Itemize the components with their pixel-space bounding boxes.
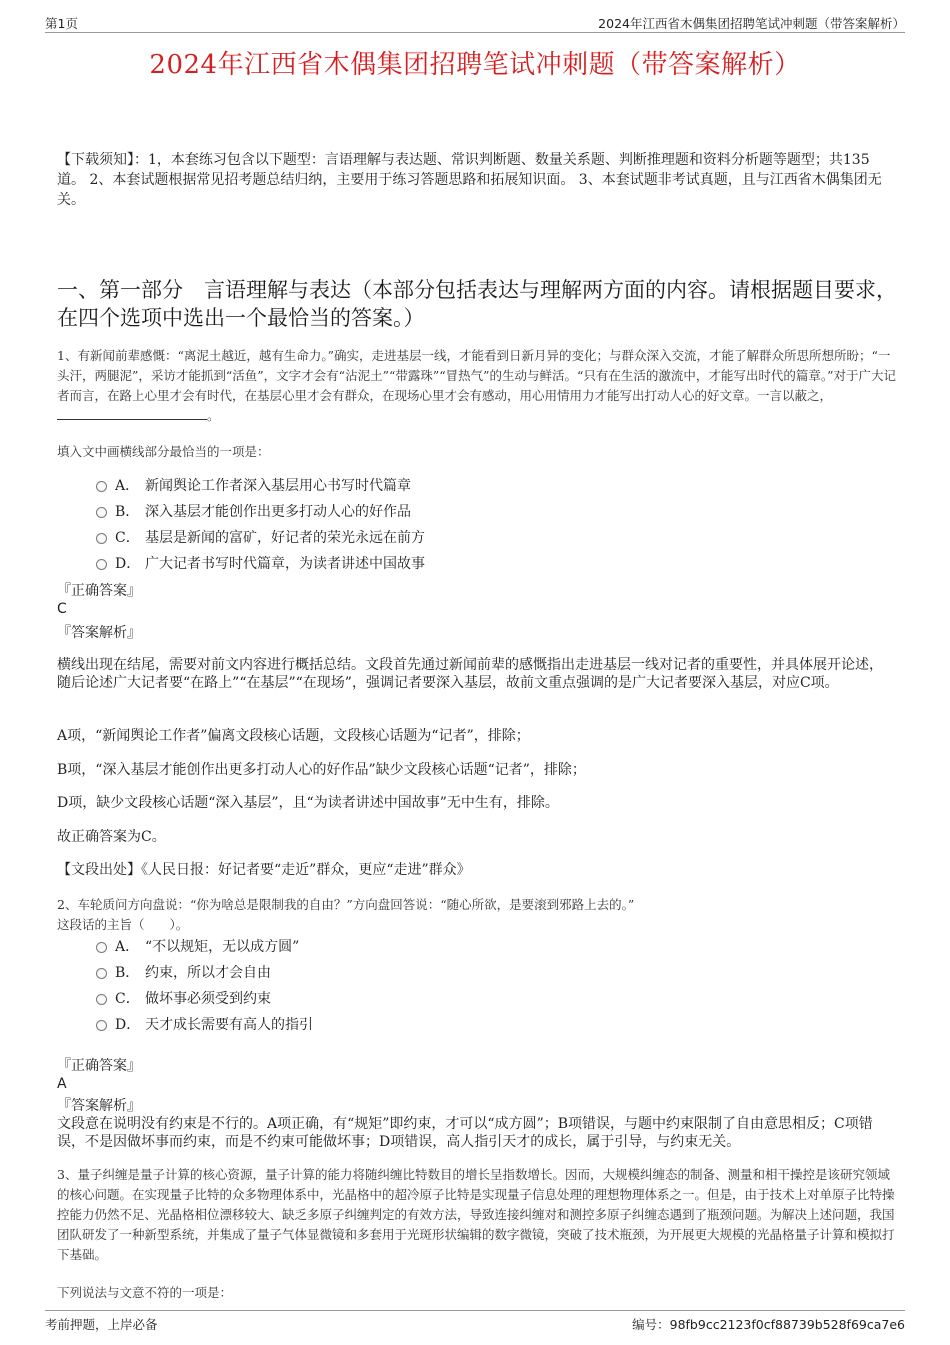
footer-slogan: 考前押题，上岸必备 xyxy=(45,1317,158,1332)
option-b[interactable]: B． 约束，所以才会自由 xyxy=(96,963,271,983)
correct-answer-label: 『正确答案』 xyxy=(57,1058,141,1074)
fill-blank xyxy=(57,407,207,420)
option-c[interactable]: C． 做坏事必须受到约束 xyxy=(96,989,271,1009)
analysis-option-b: B项，“深入基层才能创作出更多打动人心的好作品”缺少文段核心话题“记者”，排除； xyxy=(57,762,586,778)
correct-answer: C xyxy=(57,601,67,617)
question-3-text: 3、量子纠缠是量子计算的核心资源，量子计算的能力将随纠缠比特数目的增长呈指数增长。因而，大规模纠缠态的制备、测量和相干操控是该研究领域的核心问题。在实现量子比特的众多物理体系中，光晶格中的超冷原子比特是实现量子信息处理的理想物理体系之一。但是，由于技术上对单原子比特操控能力仍然不足、光晶格相位漂移较大、缺乏多原子纠缠判定的有效方法，导致连接纠缠对和测控多原子纠缠态遇到了瓶颈问题。为解决上述问题，我国团队研发了一种新型系统，并集成了量子气体显微镜和多套用于光斑形状编辑的数字微镜，突破了技术瓶颈，为开展更大规模的光晶格量子计算和模拟打下基础。 xyxy=(57,1167,895,1262)
download-notice: 【下载须知】：1，本套练习包含以下题型：言语理解与表达题、常识判断题、数量关系题、判断推理题和资料分析题等题型；共135道。 2、本套试题根据常见招考题总结归纳，主要用于练习答题思路和拓展知识面。 3、本套试题非考试真题，且与江西省木偶集团无关。 xyxy=(57,152,882,208)
page-footer xyxy=(45,1310,905,1331)
correct-answer-label: 『正确答案』 xyxy=(57,583,141,599)
question-2-prompt: 这段话的主旨（ ）。 xyxy=(57,917,189,932)
radio-icon[interactable] xyxy=(96,559,107,570)
analysis-option-a: A项，“新闻舆论工作者”偏离文段核心话题，文段核心话题为“记者”，排除； xyxy=(57,728,530,744)
analysis-label: 『答案解析』 xyxy=(57,625,141,641)
radio-icon[interactable] xyxy=(96,994,107,1005)
correct-answer: A xyxy=(57,1076,67,1092)
question-1-text: 1、有新闻前辈感慨：“离泥土越近，越有生命力。”确实，走进基层一线，才能看到日新月异的变化；与群众深入交流，才能了解群众所思所想所盼；“一头汗，两腿泥”，采访才能抓到“活鱼”，文字才会有“沾泥土”“带露珠”“冒热气”的生动与鲜活。“只有在生活的激流中，才能写出时代的篇章。”对于广大记者而言，在路上心里才会有时代，在基层心里才会有群众，在现场心里才会有感动，用心用情用力才能写出打动人心的好文章。一言以蔽之，。 xyxy=(57,348,897,423)
question-1-prompt: 填入文中画横线部分最恰当的一项是： xyxy=(57,444,270,459)
radio-icon[interactable] xyxy=(96,942,107,953)
analysis-conclusion: 故正确答案为C。 xyxy=(57,829,166,845)
analysis-option-d: D项，缺少文段核心话题“深入基层”，且“为读者讲述中国故事”无中生有，排除。 xyxy=(57,795,559,811)
radio-icon[interactable] xyxy=(96,481,107,492)
header-doc-title: 2024年江西省木偶集团招聘笔试冲刺题（带答案解析） xyxy=(598,16,905,31)
question-3-prompt: 下列说法与文意不符的一项是： xyxy=(57,1285,233,1300)
analysis-summary: 横线出现在结尾，需要对前文内容进行概括总结。文段首先通过新闻前辈的感慨指出走进基层一线对记者的重要性，并具体展开论述，随后论述广大记者要“在路上”“在基层”“在现场”，强调记者要深入基层，故前文重点强调的是广大记者要深入基层，对应C项。 xyxy=(57,657,883,691)
radio-icon[interactable] xyxy=(96,968,107,979)
option-d[interactable]: D． 天才成长需要有高人的指引 xyxy=(96,1015,313,1035)
footer-serial: 编号：98fb9cc2123f0cf88739b528f69ca7e6 xyxy=(632,1317,905,1332)
passage-source: 【文段出处】《人民日报：好记者要“走近”群众，更应“走进”群众》 xyxy=(57,862,471,878)
section-heading: 一、第一部分 言语理解与表达（本部分包括表达与理解两方面的内容。请根据题目要求，在四个选项中选出一个最恰当的答案。） xyxy=(57,278,897,330)
option-a[interactable]: A． “不以规矩，无以成方圆” xyxy=(96,937,299,957)
radio-icon[interactable] xyxy=(96,533,107,544)
page-number: 第1页 xyxy=(45,16,78,31)
option-c[interactable]: C． 基层是新闻的富矿，好记者的荣光永远在前方 xyxy=(96,528,425,548)
option-a[interactable]: A． 新闻舆论工作者深入基层用心书写时代篇章 xyxy=(96,476,411,496)
page-title: 2024年江西省木偶集团招聘笔试冲刺题（带答案解析） xyxy=(149,50,801,80)
radio-icon[interactable] xyxy=(96,507,107,518)
analysis-text: 文段意在说明没有约束是不行的。A项正确，有“规矩”即约束，才可以“成方圆”；B项错误，与题中约束限制了自由意思相反；C项错误，不是因做坏事而约束，而是不约束可能做坏事；D项错误，高人指引天才的成长，属于引导，与约束无关。 xyxy=(57,1116,873,1150)
question-2-text: 2、车轮质问方向盘说：“你为啥总是限制我的自由？”方向盘回答说：“随心所欲，是要滚到邪路上去的。” xyxy=(57,897,635,912)
page-header xyxy=(45,14,905,33)
option-d[interactable]: D． 广大记者书写时代篇章，为读者讲述中国故事 xyxy=(96,554,425,574)
option-b[interactable]: B． 深入基层才能创作出更多打动人心的好作品 xyxy=(96,502,411,522)
analysis-label: 『答案解析』 xyxy=(57,1098,141,1114)
radio-icon[interactable] xyxy=(96,1020,107,1031)
